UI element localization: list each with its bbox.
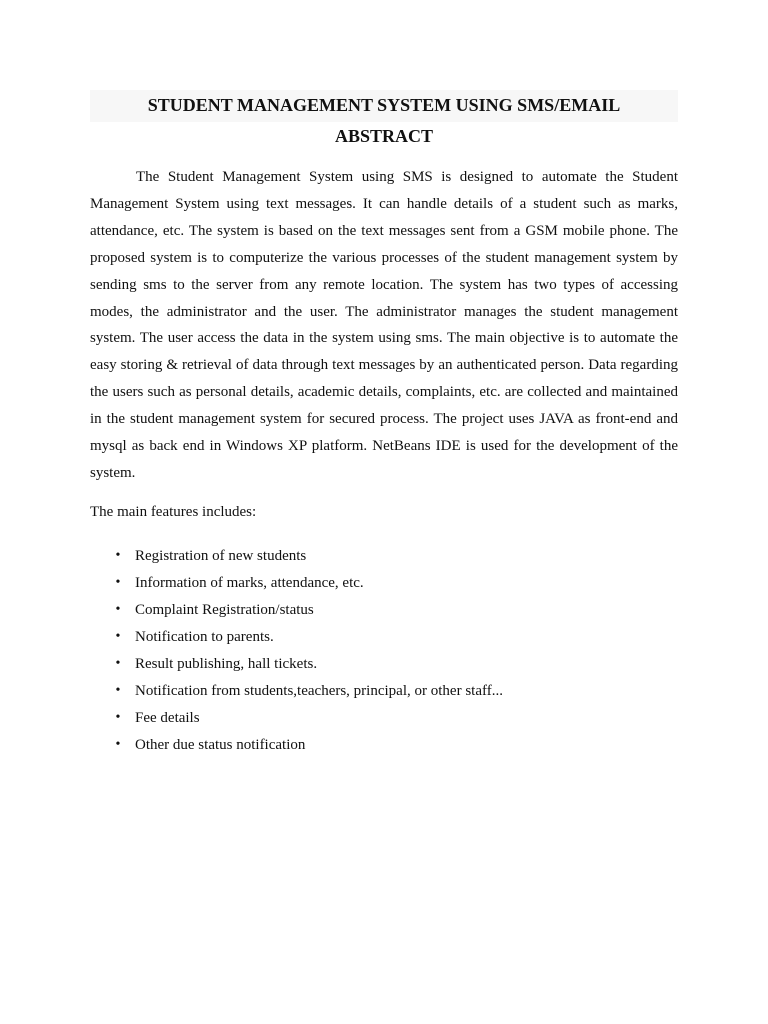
- list-item: [90, 570, 678, 597]
- list-item: [90, 705, 678, 732]
- bullet-icon: •: [115, 602, 121, 617]
- features-intro: The main features includes:: [90, 504, 257, 520]
- feature-text: Other due status notification: [135, 737, 306, 753]
- bullet-icon: •: [115, 683, 121, 698]
- feature-text: Complaint Registration/status: [135, 602, 314, 618]
- features-list: [90, 543, 678, 759]
- feature-text: Result publishing, hall tickets.: [135, 656, 318, 672]
- list-item: [90, 732, 678, 759]
- feature-text: Fee details: [135, 710, 200, 726]
- bullet-icon: •: [115, 737, 121, 752]
- bullet-icon: •: [115, 710, 121, 725]
- list-item: [90, 543, 678, 570]
- list-item: [90, 597, 678, 624]
- feature-text: Information of marks, attendance, etc.: [135, 575, 364, 591]
- list-item: [90, 678, 678, 705]
- bullet-icon: •: [115, 629, 121, 644]
- bullet-icon: •: [115, 548, 121, 563]
- list-item: [90, 651, 678, 678]
- section-heading-abstract: ABSTRACT: [334, 126, 434, 146]
- bullet-icon: •: [115, 656, 121, 671]
- feature-text: Registration of new students: [135, 548, 307, 564]
- list-item: [90, 624, 678, 651]
- bullet-icon: •: [115, 575, 121, 590]
- abstract-paragraph: The Student Management System using SMS is designed to automate the Student Management System using text messages. It can handle details of a student such as marks, attendance, etc. The system is based on the text messages sent from a GSM mobile phone. The proposed system is to computerize the various processes of the student management system by sending sms to the server from any remote location. The system has two types of accessing modes, the administrator and the user. The administrator manages the student management system. The user access the data in the system using sms. The main objective is to automate the easy storing & retrieval of data through text messages by an authenticated person. Data regarding the users such as personal details, academic details, complaints, etc. are collected and maintained in the student management system for secured process. The project uses JAVA as front-end and mysql as back end in Windows XP platform. NetBeans IDE is used for the development of the system.: [90, 169, 678, 481]
- document-title: STUDENT MANAGEMENT SYSTEM USING SMS/EMAIL: [147, 95, 621, 115]
- feature-text: Notification to parents.: [135, 629, 274, 645]
- feature-text: Notification from students,teachers, principal, or other staff...: [135, 683, 503, 699]
